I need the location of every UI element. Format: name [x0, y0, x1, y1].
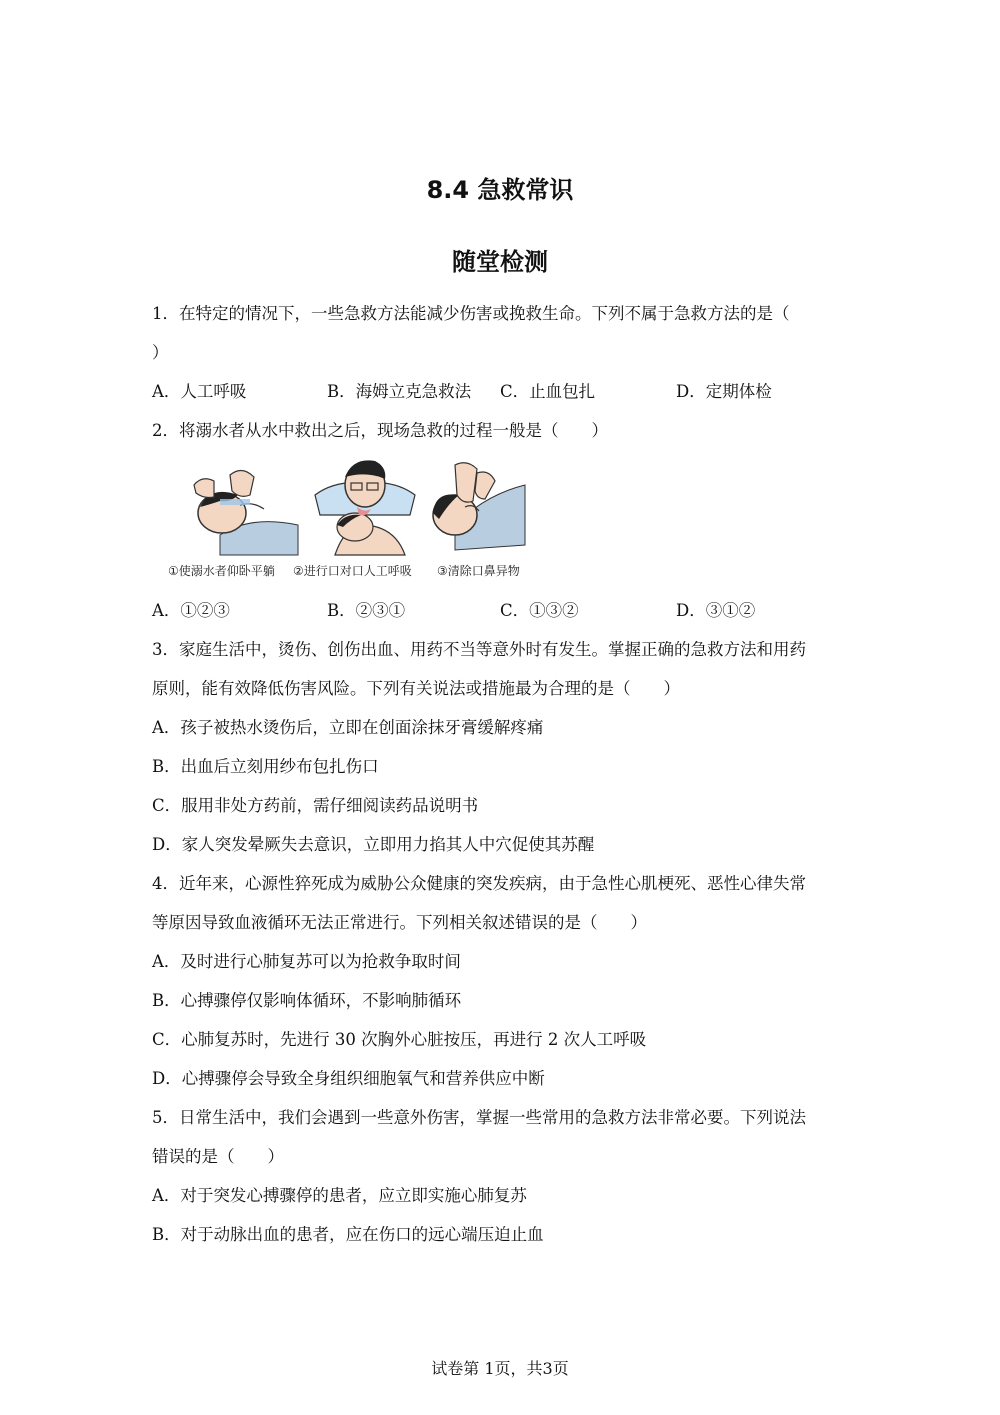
question-4-option-d: D．心搏骤停会导致全身组织细胞氧气和营养供应中断 [152, 1069, 545, 1088]
question-3-line-2: 原则，能有效降低伤害风险。下列有关说法或措施最为合理的是（ ） [152, 679, 680, 698]
question-2-option-a: A．①②③ [152, 601, 230, 620]
question-3-option-d: D．家人突发晕厥失去意识，立即用力掐其人中穴促使其苏醒 [152, 835, 595, 854]
question-4-line-1: 4．近年来，心源性猝死成为威胁公众健康的突发疾病，由于急性心肌梗死、恶性心律失常 [152, 874, 806, 893]
question-3-option-c: C．服用非处方药前，需仔细阅读药品说明书 [152, 796, 479, 815]
figure-caption-2: ②进行口对口人工呼吸 [293, 564, 412, 578]
question-1-option-b: B．海姆立克急救法 [327, 382, 472, 401]
question-1-option-c: C．止血包扎 [500, 382, 596, 401]
question-3-line-1: 3．家庭生活中，烫伤、创伤出血、用药不当等意外时有发生。掌握正确的急救方法和用药 [152, 640, 806, 659]
question-2-option-c: C．①③② [500, 601, 579, 620]
question-3-option-a: A．孩子被热水烫伤后，立即在创面涂抹牙膏缓解疼痛 [152, 718, 544, 737]
question-2-option-b: B．②③① [327, 601, 406, 620]
question-2-line-1: 2．将溺水者从水中救出之后，现场急救的过程一般是（ ） [152, 421, 608, 440]
question-1-option-a: A．人工呼吸 [152, 382, 247, 401]
figure-caption-3: ③清除口鼻异物 [437, 564, 520, 578]
question-5-line-2: 错误的是（ ） [152, 1147, 284, 1166]
mouth-to-mouth-illustration [305, 455, 425, 560]
question-5-line-1: 5．日常生活中，我们会遇到一些意外伤害，掌握一些常用的急救方法非常必要。下列说法 [152, 1108, 806, 1127]
section-title: 随堂检测 [452, 248, 548, 276]
question-5-option-b: B．对于动脉出血的患者，应在伤口的远心端压迫止血 [152, 1225, 544, 1244]
question-1-option-d: D．定期体检 [676, 382, 772, 401]
question-4-option-a: A．及时进行心肺复苏可以为抢救争取时间 [152, 952, 461, 971]
clear-airway-illustration [425, 455, 545, 560]
question-4-option-c: C．心肺复苏时，先进行 30 次胸外心脏按压，再进行 2 次人工呼吸 [152, 1030, 647, 1049]
drowning-rescue-figure [165, 455, 535, 585]
question-2-option-d: D．③①② [676, 601, 756, 620]
question-4-option-b: B．心搏骤停仅影响体循环，不影响肺循环 [152, 991, 462, 1010]
page-title: 8.4 急救常识 [426, 176, 574, 204]
question-5-option-a: A．对于突发心搏骤停的患者，应立即实施心肺复苏 [152, 1186, 527, 1205]
question-3-option-b: B．出血后立刻用纱布包扎伤口 [152, 757, 379, 776]
page-footer: 试卷第 1页，共3页 [431, 1359, 569, 1378]
question-1-line-2: ） [152, 343, 169, 362]
figure-caption-1: ①使溺水者仰卧平躺 [168, 564, 275, 578]
lay-flat-illustration [180, 455, 300, 560]
question-1-line-1: 1．在特定的情况下，一些急救方法能减少伤害或挽救生命。下列不属于急救方法的是（ [152, 304, 790, 323]
question-4-line-2: 等原因导致血液循环无法正常进行。下列相关叙述错误的是（ ） [152, 913, 647, 932]
